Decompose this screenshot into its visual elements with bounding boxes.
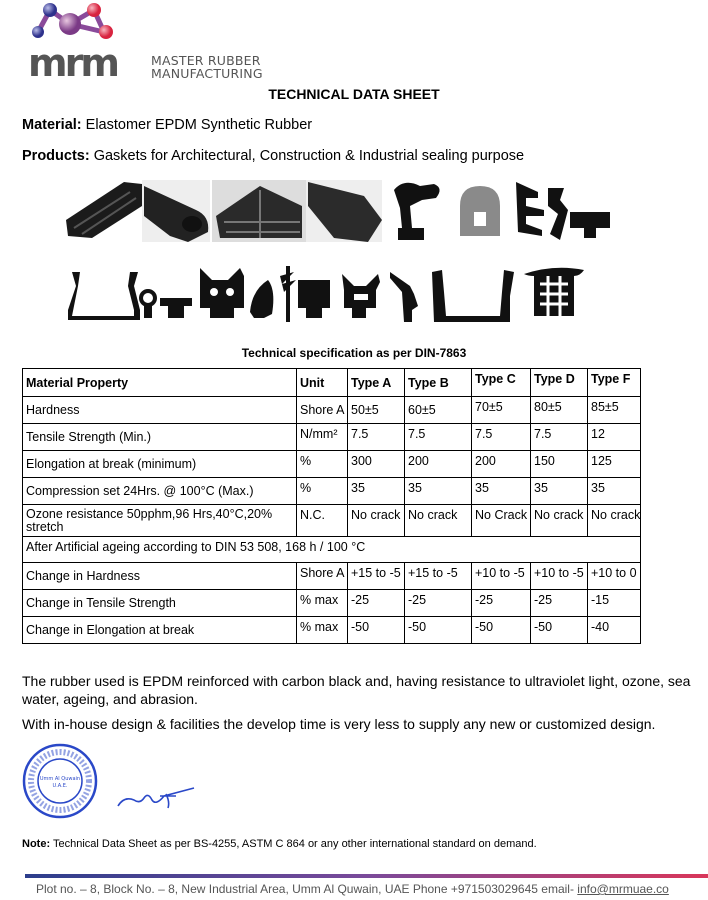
cell: 7.5 (405, 424, 472, 451)
ageing-note: After Artificial ageing according to DIN 53 508, 168 h / 100 °C (23, 537, 641, 563)
cell: No crack (588, 505, 641, 537)
cell: % (297, 451, 348, 478)
logo-line-1: MASTER RUBBER (151, 53, 261, 68)
footer-address: Plot no. – 8, Block No. – 8, New Industrial Area, Umm Al Quwain, UAE Phone +971503029645 email- (36, 882, 578, 896)
profile-icon (516, 182, 544, 236)
note (22, 838, 537, 850)
cell: No Crack (472, 505, 531, 537)
cell: +10 to -5 (531, 563, 588, 590)
material-label: Material: (22, 117, 82, 133)
cell: 7.5 (531, 424, 588, 451)
design-paragraph: With in-house design & facilities the develop time is very less to supply any new or customized design. (22, 716, 656, 732)
header-cell: Material Property (23, 369, 297, 397)
cell: -50 (348, 617, 405, 644)
cell: % max (297, 590, 348, 617)
cell: 85±5 (588, 397, 641, 424)
gasket-profiles-row-1 (394, 182, 610, 240)
footer (36, 882, 669, 896)
logo-mark: mrm (28, 41, 117, 80)
profile-icon (524, 268, 584, 316)
profile-icon (250, 280, 273, 318)
ageing-note-row (23, 537, 641, 563)
cell: No crack (348, 505, 405, 537)
products-line (22, 148, 524, 164)
stamp-country: U.A.E. (52, 783, 68, 789)
table-row (23, 505, 641, 537)
cell: -50 (405, 617, 472, 644)
profile-icon (160, 298, 192, 318)
logo-line-2: MANUFACTURING (151, 66, 263, 81)
cell: +10 to 0 (588, 563, 641, 590)
cell: 200 (472, 451, 531, 478)
cell: 80±5 (531, 397, 588, 424)
table-row (23, 451, 641, 478)
cell: Hardness (23, 397, 297, 424)
gasket-photo-4 (306, 180, 382, 242)
cell: 12 (588, 424, 641, 451)
profile-icon (394, 183, 440, 240)
note-label: Note: (22, 838, 51, 850)
header-cell: Type C (472, 369, 531, 397)
logo-company-name (151, 54, 263, 80)
cell: Shore A (297, 397, 348, 424)
profile-icon (570, 212, 610, 238)
company-logo (18, 2, 263, 81)
cell: 35 (531, 478, 588, 505)
gasket-gallery (64, 176, 662, 326)
spec-table (22, 368, 641, 644)
cell: 200 (405, 451, 472, 478)
signature (114, 782, 204, 812)
cell: 7.5 (472, 424, 531, 451)
material-line (22, 117, 312, 133)
material-value: Elastomer EPDM Synthetic Rubber (81, 117, 313, 133)
cell: +15 to -5 (348, 563, 405, 590)
table-header-row (23, 369, 641, 397)
table-row (23, 424, 641, 451)
company-stamp (20, 742, 100, 820)
cell: No crack (531, 505, 588, 537)
table-row (23, 397, 641, 424)
table-row (23, 478, 641, 505)
cell: 60±5 (405, 397, 472, 424)
profile-icon (280, 266, 296, 322)
cell: -50 (531, 617, 588, 644)
gasket-photo-1 (64, 180, 142, 242)
products-value: Gaskets for Architectural, Construction & Industrial sealing purpose (89, 148, 525, 164)
cell: Elongation at break (minimum) (23, 451, 297, 478)
gasket-photo-3 (212, 180, 306, 242)
header-cell: Type D (531, 369, 588, 397)
cell: -25 (348, 590, 405, 617)
header-cell: Unit (297, 369, 348, 397)
cell: 35 (405, 478, 472, 505)
stamp-city: Umm Al Quwain (39, 776, 81, 782)
profile-icon (200, 268, 244, 318)
cell: Change in Elongation at break (23, 617, 297, 644)
cell: No crack (405, 505, 472, 537)
cell: Ozone resistance 50pphm,96 Hrs,40°C,20% stretch (23, 505, 297, 537)
cell: +15 to -5 (405, 563, 472, 590)
cell: 35 (348, 478, 405, 505)
note-text: Technical Data Sheet as per BS-4255, ASTM C 864 or any other international standard on demand. (50, 838, 537, 850)
cell: % (297, 478, 348, 505)
gasket-profiles-row-2 (68, 266, 584, 322)
cell: 7.5 (348, 424, 405, 451)
cell: Compression set 24Hrs. @ 100°C (Max.) (23, 478, 297, 505)
profile-icon (460, 186, 500, 236)
table-row (23, 563, 641, 590)
cell: % max (297, 617, 348, 644)
cell: Shore A (297, 563, 348, 590)
cell: N.C. (297, 505, 348, 537)
profile-icon (432, 270, 514, 322)
cell: -25 (405, 590, 472, 617)
cell: 150 (531, 451, 588, 478)
footer-email-link[interactable]: info@mrmuae.co (577, 882, 669, 896)
cell: -40 (588, 617, 641, 644)
header-cell: Type F (588, 369, 641, 397)
table-row (23, 617, 641, 644)
cell: -50 (472, 617, 531, 644)
profile-icon (390, 272, 418, 322)
gasket-photo-2 (142, 180, 210, 242)
cell: -25 (472, 590, 531, 617)
footer-divider (25, 874, 708, 878)
cell: 50±5 (348, 397, 405, 424)
cell: Tensile Strength (Min.) (23, 424, 297, 451)
cell: 35 (588, 478, 641, 505)
cell: Change in Hardness (23, 563, 297, 590)
header-cell: Type A (348, 369, 405, 397)
cell: 300 (348, 451, 405, 478)
table-row (23, 590, 641, 617)
profile-icon (548, 188, 568, 240)
header-cell: Type B (405, 369, 472, 397)
cell: -15 (588, 590, 641, 617)
cell: Change in Tensile Strength (23, 590, 297, 617)
profile-icon (298, 280, 330, 318)
cell: 125 (588, 451, 641, 478)
products-label: Products: (22, 148, 90, 164)
cell: N/mm² (297, 424, 348, 451)
cell: +10 to -5 (472, 563, 531, 590)
profile-icon (68, 272, 140, 320)
page-title: TECHNICAL DATA SHEET (268, 86, 440, 102)
description-paragraph: The rubber used is EPDM reinforced with carbon black and, having resistance to ultraviolet light, ozone, sea water, ageing, and abrasion. (22, 673, 691, 707)
cell: -25 (531, 590, 588, 617)
cell: 35 (472, 478, 531, 505)
spec-title: Technical specification as per DIN-7863 (241, 346, 467, 360)
profile-icon (141, 291, 155, 305)
cell: 70±5 (472, 397, 531, 424)
